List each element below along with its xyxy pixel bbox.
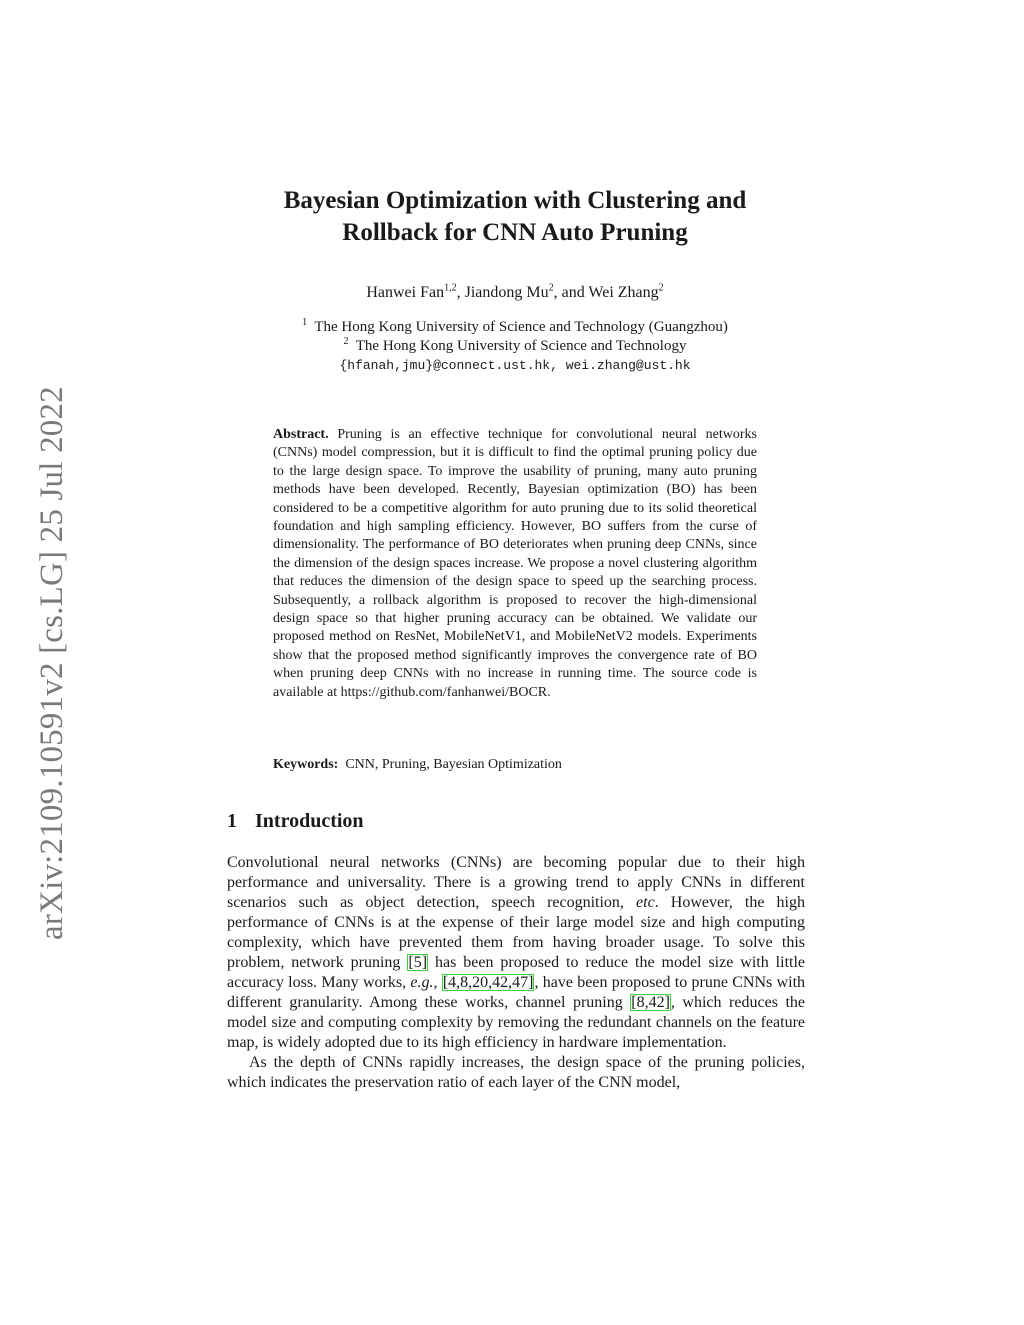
- author-affil-mark: 2: [658, 282, 664, 294]
- section-number: 1: [227, 810, 237, 832]
- affil-mark: 1: [302, 317, 308, 328]
- affiliation-2: [230, 337, 800, 356]
- citation-link[interactable]: [4,8,20,42,47]: [442, 974, 534, 991]
- affiliation-1: [230, 318, 800, 337]
- affiliation-text: The Hong Kong University of Science and Technology (Guangzhou): [314, 319, 728, 335]
- text-run: Convolutional neural networks (CNNs) are becoming popular due to their high performance and universality. There is a growing trend to apply CNNs in different scenarios such as object detection, speech recognition,: [227, 854, 805, 911]
- keywords: [273, 757, 757, 773]
- email-addresses: {hfanah,jmu}@connect.ust.hk, wei.zhang@ust.hk: [339, 358, 691, 373]
- section-heading: [227, 810, 364, 833]
- affil-mark: 2: [343, 336, 349, 347]
- title-line-2: Rollback for CNN Auto Pruning: [342, 219, 688, 246]
- text-run: etc: [636, 894, 655, 911]
- abstract-label: Abstract.: [273, 427, 329, 442]
- title-line-1: Bayesian Optimization with Clustering and: [283, 187, 747, 214]
- paragraph: [227, 853, 805, 1053]
- abstract: [273, 426, 757, 702]
- author-name: Hanwei Fan: [366, 284, 445, 301]
- text-run: . However, the high performance of CNNs is at the expense of their large model size and high computing complexity, which have prevented them from having broader usage. To solve this problem, network pruning: [227, 894, 805, 971]
- text-run: e.g.: [410, 974, 434, 991]
- author-affil-mark: 2: [548, 282, 554, 294]
- affiliations: [230, 318, 800, 375]
- abstract-text: Pruning is an effective technique for convolutional neural networks (CNNs) model compression, but it is difficult to find the optimal pruning policy due to the large design space. To improve the usability of pruning, many auto pruning methods have been developed. Recently, Bayesian optimization (BO) has been considered to be a competitive algorithm for auto pruning due to its solid theoretical foundation and high sampling efficiency. However, BO suffers from the curse of dimensionality. The performance of BO deteriorates when pruning deep CNNs, since the dimension of the design spaces increase. We propose a novel clustering algorithm that reduces the dimension of the design space to speed up the searching process. Subsequently, a rollback algorithm is proposed to recover the high-dimensional design space so that higher pruning accuracy can be obtained. We validate our proposed method on ResNet, MobileNetV1, and MobileNetV2 models. Experiments show that the proposed method significantly improves the convergence rate of BO when pruning deep CNNs with no increase in running time. The source code is available at https://github.com/fanhanwei/BOCR.: [273, 427, 757, 700]
- section-title: Introduction: [255, 810, 364, 832]
- paragraph: As the depth of CNNs rapidly increases, the design space of the pruning policies, which indicates the preservation ratio of each layer of the CNN model,: [227, 1054, 805, 1091]
- text-run: , which reduces the model size and computing complexity by removing the redundant channels on the feature map, is widely adopted due to its high efficiency in hardware implementation.: [227, 994, 805, 1051]
- author-separator: , and: [553, 284, 589, 301]
- text-run: , have been proposed to prune CNNs with different granularity. Among these works, channel pruning: [227, 974, 806, 1011]
- author-separator: ,: [456, 284, 465, 301]
- introduction-body: [227, 853, 805, 1093]
- citation-link[interactable]: [5]: [408, 954, 428, 971]
- citation-link[interactable]: [8,42]: [631, 994, 670, 1011]
- text-run: has been proposed to reduce the model size with little accuracy loss. Many works,: [227, 954, 806, 991]
- paper-title: [230, 185, 800, 249]
- author-list: [230, 284, 800, 302]
- text-run: ,: [433, 974, 442, 991]
- arxiv-identifier: arXiv:2109.10591v2 [cs.LG] 25 Jul 2022: [34, 386, 70, 940]
- author-name: Jiandong Mu: [464, 284, 549, 301]
- affiliation-text: The Hong Kong University of Science and Technology: [355, 338, 687, 354]
- author-name: Wei Zhang: [588, 284, 659, 301]
- keywords-text: CNN, Pruning, Bayesian Optimization: [345, 757, 562, 772]
- keywords-label: Keywords:: [273, 757, 339, 772]
- author-affil-mark: 1,2: [444, 282, 457, 294]
